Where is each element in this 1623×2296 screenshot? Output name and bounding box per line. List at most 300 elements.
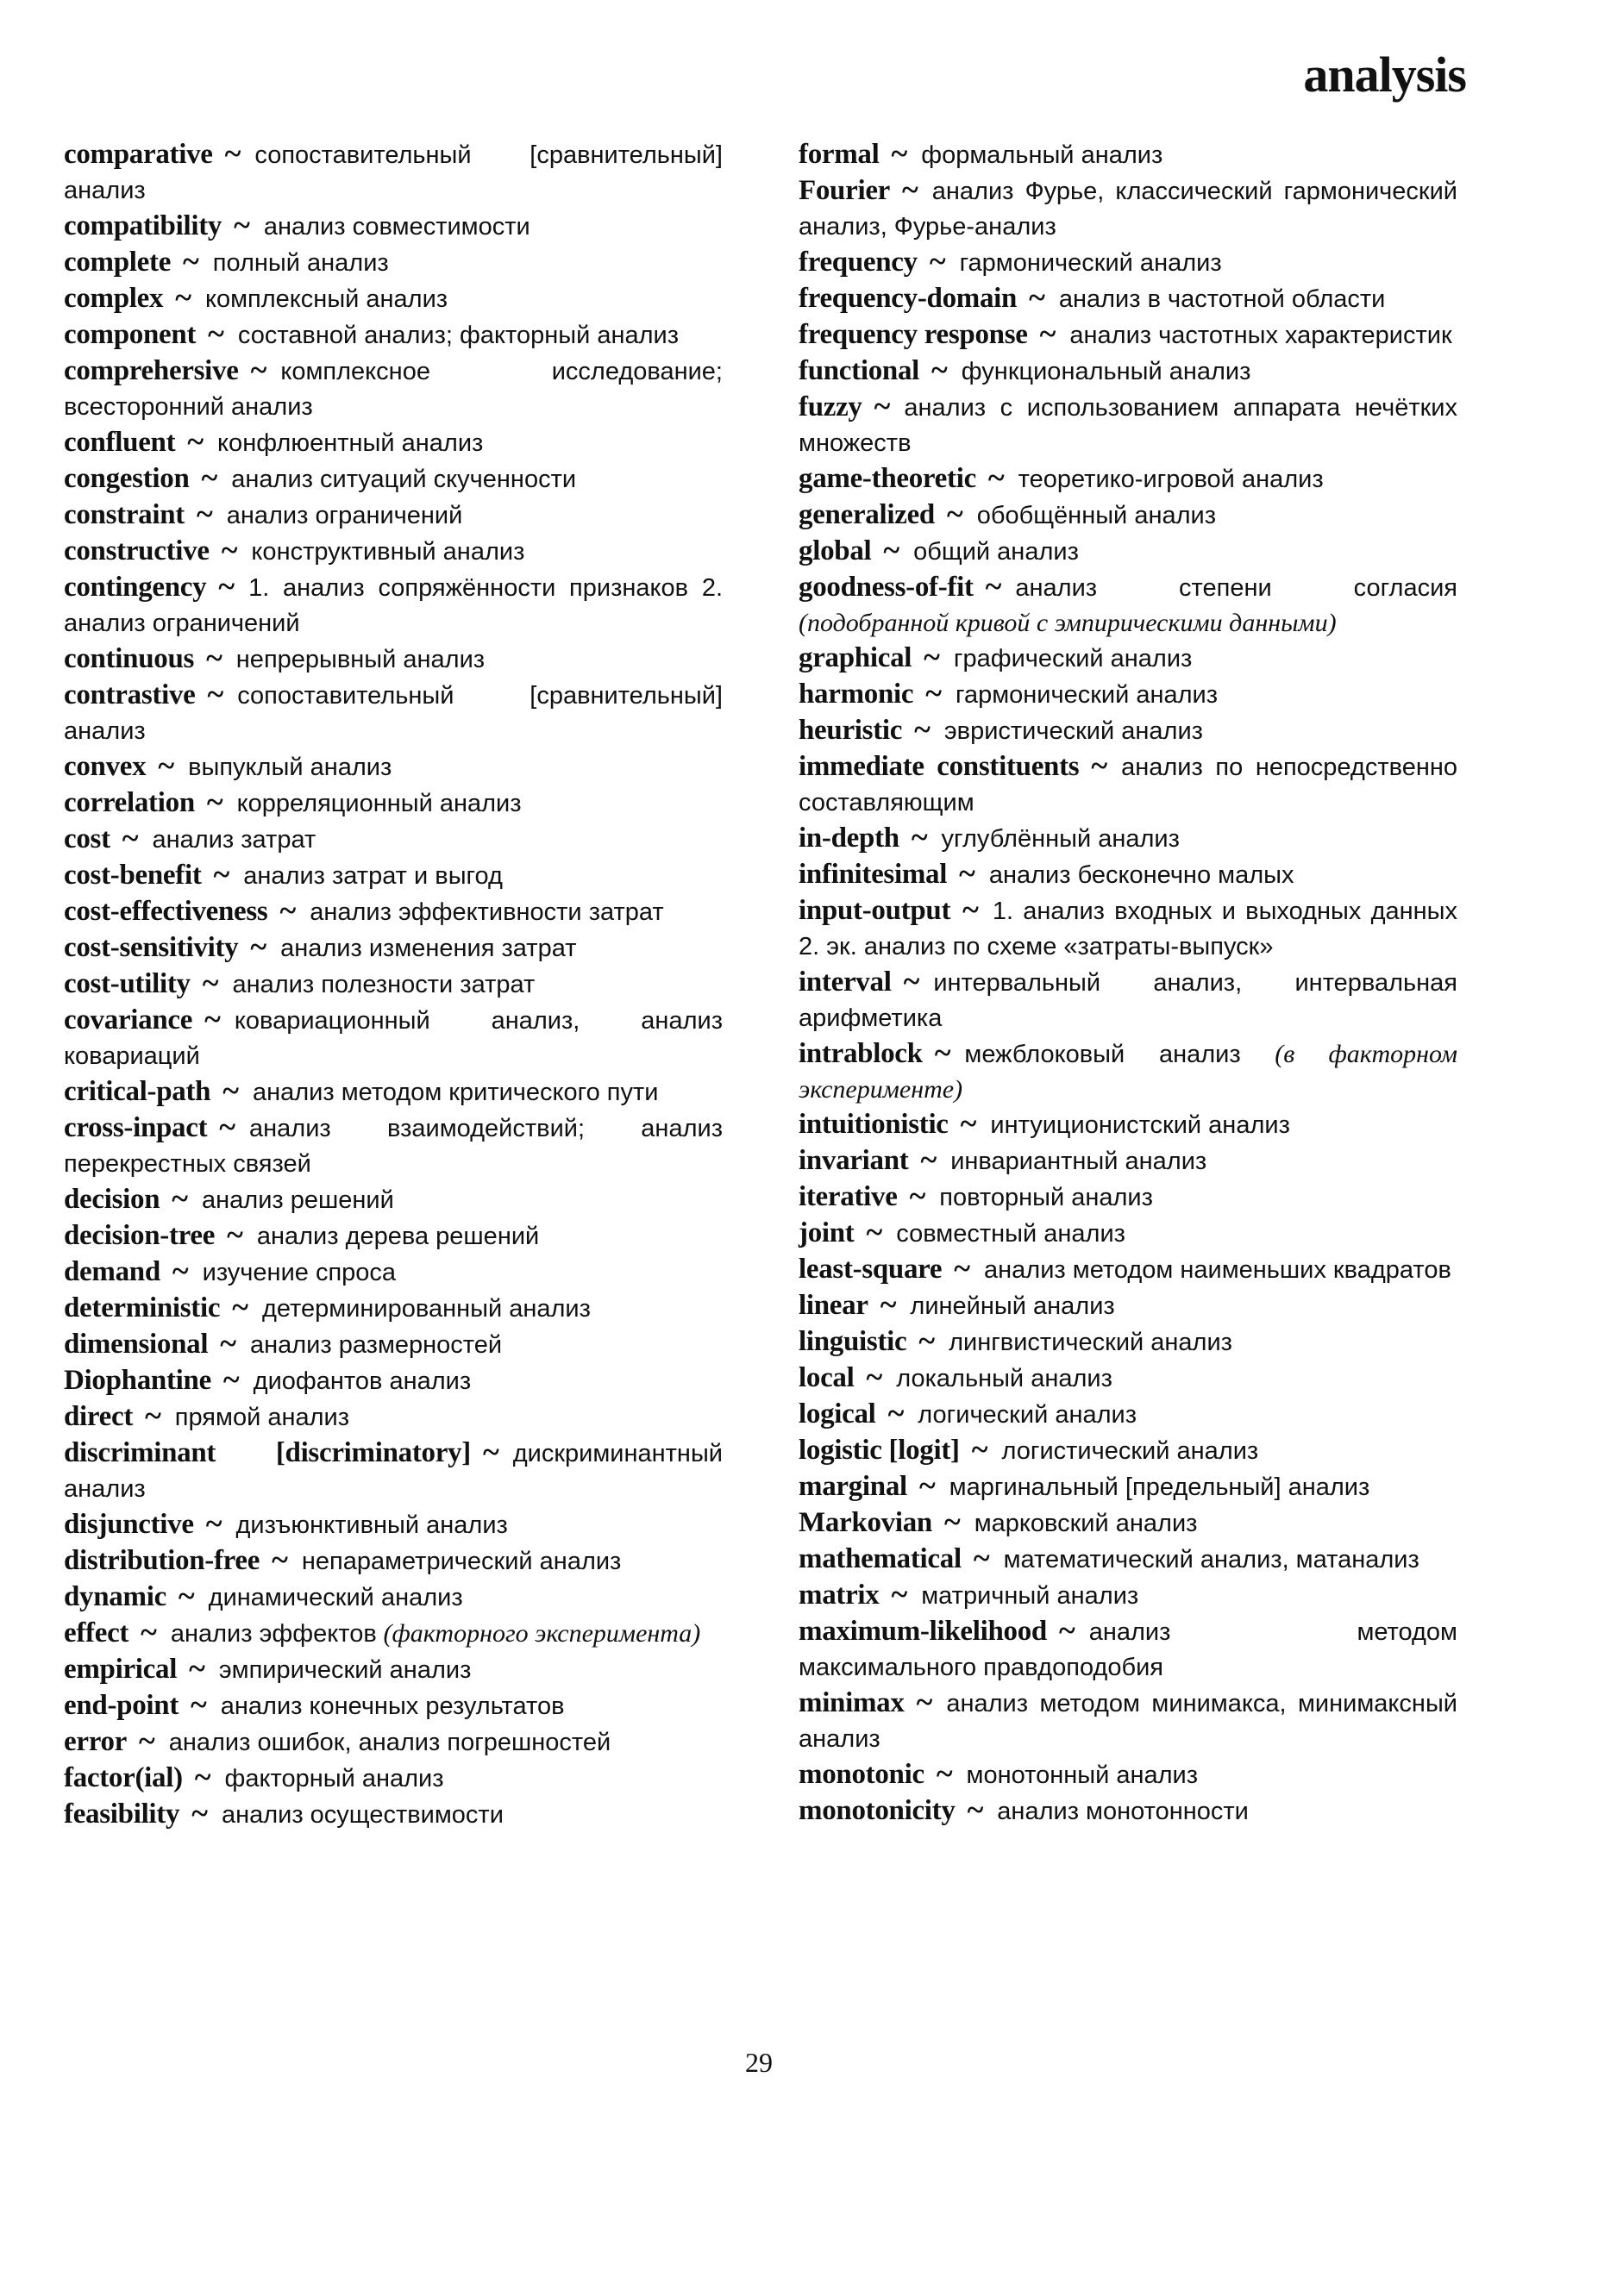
headword-tilde-icon: ~	[205, 1506, 222, 1541]
dictionary-entry	[799, 1396, 1457, 1432]
dictionary-entry	[799, 460, 1457, 497]
headword-tilde-icon: ~	[920, 1142, 937, 1177]
dictionary-entry	[799, 136, 1457, 172]
entry-definition: анализ методом критического пути	[252, 1079, 659, 1106]
entry-definition: детерминированный анализ	[261, 1295, 591, 1323]
entry-term: confluent	[64, 427, 176, 458]
entry-definition: анализ методом максимального правдоподобия	[799, 1618, 1457, 1681]
dictionary-entry	[799, 1613, 1457, 1685]
entry-term: contrastive	[64, 679, 196, 710]
entry-definition: повторный анализ	[939, 1184, 1153, 1211]
entry-definition: комплексный анализ	[204, 285, 448, 313]
entry-term: goodness-of-fit	[799, 572, 974, 603]
entry-definition: анализ эффектов	[170, 1620, 377, 1648]
dictionary-entry	[799, 1287, 1457, 1323]
entry-term: maximum-likelihood	[799, 1616, 1047, 1647]
dictionary-entry	[799, 1323, 1457, 1360]
entry-term: comprehersive	[64, 355, 239, 386]
entry-definition: сопоставительный [сравнительный] анализ	[64, 141, 723, 204]
headword-tilde-icon: ~	[234, 208, 250, 242]
entry-term: Fourier	[799, 175, 891, 206]
entry-definition: эвристический анализ	[943, 717, 1203, 745]
entry-term: empirical	[64, 1654, 178, 1685]
headword-tilde-icon: ~	[201, 460, 218, 495]
headword-tilde-icon: ~	[946, 497, 963, 531]
entry-definition: составной анализ; факторный анализ	[237, 322, 680, 349]
entry-term: graphical	[799, 642, 912, 673]
headword-tilde-icon: ~	[960, 1106, 977, 1141]
page-number: 29	[745, 2047, 773, 2078]
entry-term: Diophantine	[64, 1365, 211, 1396]
entry-definition: марковский анализ	[974, 1510, 1198, 1537]
dictionary-entry	[64, 460, 723, 497]
headword-tilde-icon: ~	[866, 1215, 883, 1249]
entry-definition: анализ ограничений	[226, 502, 463, 529]
dictionary-entry	[64, 569, 723, 641]
entry-definition: анализ затрат	[152, 826, 316, 854]
entry-term: infinitesimal	[799, 859, 948, 890]
dictionary-entry	[64, 641, 723, 677]
entry-definition: математический анализ, матанализ	[1003, 1546, 1419, 1573]
entry-definition: анализ полезности затрат	[232, 971, 536, 998]
entry-term: intuitionistic	[799, 1109, 949, 1140]
headword-tilde-icon: ~	[482, 1435, 499, 1469]
entry-definition: инвариантный анализ	[950, 1148, 1207, 1175]
dictionary-entry	[64, 857, 723, 893]
entry-term: immediate constituents	[799, 751, 1080, 782]
entry-definition: графический анализ	[953, 645, 1193, 673]
entry-definition: 1. анализ входных и выходных данных 2. эк. анализ по схеме «затраты-выпуск»	[799, 898, 1457, 960]
entry-term: monotonic	[799, 1759, 924, 1790]
headword-tilde-icon: ~	[934, 1035, 951, 1070]
dictionary-entry	[799, 1251, 1457, 1287]
headword-tilde-icon: ~	[925, 676, 942, 710]
entry-definition: линейный анализ	[910, 1292, 1115, 1320]
headword-tilde-icon: ~	[954, 1251, 971, 1286]
entry-term: component	[64, 319, 197, 350]
headword-tilde-icon: ~	[141, 1615, 157, 1649]
entry-term: invariant	[799, 1145, 909, 1176]
headword-tilde-icon: ~	[189, 1651, 205, 1686]
dictionary-entry	[64, 1217, 723, 1254]
entry-term: dynamic	[64, 1581, 166, 1612]
entry-definition: гармонический анализ	[956, 681, 1219, 709]
dictionary-entry	[64, 1651, 723, 1687]
dictionary-entry	[64, 1579, 723, 1615]
entry-term: end-point	[64, 1690, 179, 1721]
entry-definition: 1. анализ сопряжённости признаков 2. анализ ограничений	[64, 574, 723, 637]
entry-definition: конфлюентный анализ	[217, 429, 484, 457]
dictionary-entry	[799, 1756, 1457, 1792]
headword-tilde-icon: ~	[880, 1287, 897, 1322]
entry-definition: анализ конечных результатов	[220, 1692, 565, 1720]
entry-definition: анализ затрат и выгод	[243, 862, 503, 890]
dictionary-entry	[799, 569, 1457, 640]
entry-term: frequency-domain	[799, 283, 1018, 314]
headword-tilde-icon: ~	[1058, 1613, 1075, 1648]
dictionary-entry	[799, 244, 1457, 280]
dictionary-entry	[64, 1398, 723, 1435]
headword-tilde-icon: ~	[220, 1326, 236, 1361]
entry-term: comparative	[64, 139, 213, 170]
entry-term: formal	[799, 139, 880, 170]
dictionary-entry	[64, 1615, 723, 1651]
headword-tilde-icon: ~	[962, 892, 979, 927]
dictionary-entry	[64, 1687, 723, 1724]
entry-term: compatibility	[64, 210, 222, 241]
dictionary-entry	[799, 353, 1457, 389]
headword-tilde-icon: ~	[911, 820, 928, 854]
entry-definition: анализ ситуаций скученности	[231, 466, 577, 493]
dictionary-entry	[799, 497, 1457, 533]
entry-definition: комплексное исследование; всесторонний анализ	[64, 358, 723, 421]
entry-definition: анализ методом минимакса, минимаксный анализ	[799, 1690, 1457, 1753]
headword-tilde-icon: ~	[183, 244, 199, 278]
dictionary-entry	[64, 1760, 723, 1796]
entry-term: Markovian	[799, 1507, 932, 1538]
dictionary-entry	[64, 1326, 723, 1362]
entry-definition: анализ степени согласия	[1015, 574, 1457, 602]
headword-tilde-icon: ~	[232, 1290, 248, 1324]
dictionary-entry	[799, 1541, 1457, 1577]
entry-term: continuous	[64, 643, 195, 674]
headword-tilde-icon: ~	[197, 497, 213, 531]
entry-term: error	[64, 1726, 127, 1757]
entry-term: minimax	[799, 1687, 905, 1718]
headword-tilde-icon: ~	[891, 136, 908, 171]
entry-definition: анализ решений	[202, 1186, 394, 1214]
dictionary-entry	[64, 208, 723, 244]
dictionary-entry	[799, 172, 1457, 244]
headword-tilde-icon: ~	[929, 244, 946, 278]
dictionary-entry	[64, 424, 723, 460]
headword-tilde-icon: ~	[172, 1181, 189, 1216]
entry-definition: теоретико-игровой анализ	[1018, 466, 1324, 493]
entry-term: cost	[64, 823, 110, 854]
entry-definition: углублённый анализ	[941, 825, 1180, 853]
entry-definition: факторный анализ	[224, 1765, 444, 1792]
entry-term: global	[799, 535, 872, 566]
headword-tilde-icon: ~	[1091, 748, 1108, 783]
entry-term: heuristic	[799, 715, 903, 746]
dictionary-entry	[799, 676, 1457, 712]
entry-definition: выпуклый анализ	[188, 754, 392, 781]
dictionary-entry	[799, 1685, 1457, 1756]
entry-term: generalized	[799, 499, 935, 530]
dictionary-entry	[64, 929, 723, 966]
dictionary-entry	[799, 1432, 1457, 1468]
dictionary-entry	[64, 353, 723, 424]
dictionary-entry	[64, 1724, 723, 1760]
headword-tilde-icon: ~	[959, 856, 975, 891]
entry-term: input-output	[799, 895, 951, 926]
dictionary-entry	[799, 1468, 1457, 1505]
entry-term: critical-path	[64, 1076, 211, 1107]
dictionary-entry	[64, 966, 723, 1002]
headword-tilde-icon: ~	[222, 1073, 239, 1108]
entry-definition: монотонный анализ	[966, 1761, 1199, 1789]
headword-tilde-icon: ~	[916, 1685, 933, 1719]
entry-definition: анализ частотных характеристик	[1069, 322, 1452, 349]
entry-term: logical	[799, 1398, 876, 1430]
entry-term: correlation	[64, 787, 195, 818]
dictionary-entry	[64, 280, 723, 316]
headword-tilde-icon: ~	[206, 641, 222, 675]
dictionary-entry	[64, 1181, 723, 1217]
dictionary-entry	[64, 893, 723, 929]
entry-definition: анализ размерностей	[249, 1331, 503, 1359]
headword-tilde-icon: ~	[213, 857, 230, 891]
entry-term: in-depth	[799, 823, 899, 854]
headword-tilde-icon: ~	[222, 1362, 240, 1397]
entry-definition: маргинальный [предельный] анализ	[949, 1473, 1370, 1501]
headword-tilde-icon: ~	[924, 640, 940, 674]
entry-definition: совместный анализ	[896, 1220, 1125, 1248]
headword-tilde-icon: ~	[943, 1505, 961, 1539]
entry-term: disjunctive	[64, 1509, 194, 1540]
entry-definition: анализ совместимости	[263, 213, 530, 241]
entry-term: cost-effectiveness	[64, 896, 268, 927]
entry-definition: локальный анализ	[896, 1365, 1112, 1392]
entry-definition: сопоставительный [сравнительный] анализ	[64, 682, 723, 745]
entry-definition: непараметрический анализ	[301, 1548, 622, 1575]
headword-tilde-icon: ~	[902, 172, 918, 207]
headword-tilde-icon: ~	[985, 569, 1002, 604]
headword-tilde-icon: ~	[866, 1360, 883, 1394]
dictionary-entry	[799, 1142, 1457, 1179]
headword-tilde-icon: ~	[221, 533, 238, 567]
headword-tilde-icon: ~	[883, 533, 900, 567]
headword-tilde-icon: ~	[272, 1542, 288, 1577]
dictionary-entry	[64, 1362, 723, 1398]
dictionary-entry	[799, 856, 1457, 892]
running-head: analysis	[1303, 47, 1466, 103]
dictionary-entry	[64, 1073, 723, 1110]
dictionary-entry	[799, 280, 1457, 316]
entry-term: cross-inpact	[64, 1112, 208, 1143]
entry-term: cost-utility	[64, 968, 191, 999]
entry-term: direct	[64, 1401, 134, 1432]
entry-definition: непрерывный анализ	[235, 646, 486, 673]
entry-definition: анализ изменения затрат	[280, 935, 577, 962]
dictionary-entry	[799, 1179, 1457, 1215]
headword-tilde-icon: ~	[219, 1110, 236, 1144]
headword-tilde-icon: ~	[918, 1468, 936, 1503]
entry-term: discriminant [discriminatory]	[64, 1437, 471, 1468]
entry-definition: анализ бесконечно малых	[988, 861, 1294, 889]
headword-tilde-icon: ~	[931, 353, 948, 387]
headword-tilde-icon: ~	[887, 1396, 905, 1430]
dictionary-entry	[799, 316, 1457, 353]
entry-term: marginal	[799, 1471, 907, 1502]
entry-term: local	[799, 1362, 855, 1393]
entry-definition: логический анализ	[918, 1401, 1137, 1429]
entry-term: joint	[799, 1217, 855, 1248]
entry-definition: анализ эффективности затрат	[310, 898, 664, 926]
entry-term: intrablock	[799, 1038, 923, 1069]
headword-tilde-icon: ~	[971, 1432, 988, 1467]
entry-term: iterative	[799, 1181, 898, 1212]
entry-definition: прямой анализ	[174, 1404, 350, 1431]
headword-tilde-icon: ~	[224, 136, 241, 171]
dictionary-entry	[799, 533, 1457, 569]
entry-term: covariance	[64, 1004, 193, 1035]
dictionary-entry	[799, 1505, 1457, 1541]
dictionary-entry	[799, 892, 1457, 964]
entry-term: demand	[64, 1256, 160, 1287]
entry-term: decision	[64, 1184, 160, 1215]
dictionary-entry	[799, 712, 1457, 748]
entry-definition: функциональный анализ	[961, 358, 1251, 385]
entry-term: complete	[64, 247, 172, 278]
entry-term: monotonicity	[799, 1795, 956, 1826]
dictionary-entry	[64, 244, 723, 280]
entry-definition: гармонический анализ	[959, 249, 1222, 277]
entry-term: fuzzy	[799, 391, 862, 422]
entry-note: (факторного эксперимента)	[383, 1619, 701, 1648]
headword-tilde-icon: ~	[175, 280, 191, 315]
entry-term: complex	[64, 283, 164, 314]
dictionary-entry	[799, 1035, 1457, 1106]
entry-definition: полный анализ	[212, 249, 389, 277]
dictionary-entry	[64, 1254, 723, 1290]
entry-note: (в факторном эксперименте)	[799, 1040, 1457, 1104]
dictionary-entry	[64, 677, 723, 748]
entry-term: mathematical	[799, 1543, 962, 1574]
headword-tilde-icon: ~	[903, 964, 920, 998]
dictionary-entry	[799, 820, 1457, 856]
entry-definition: диофантов анализ	[253, 1367, 472, 1395]
headword-tilde-icon: ~	[178, 1579, 195, 1613]
entry-definition: анализ дерева решений	[256, 1223, 540, 1250]
entry-definition: обобщённый анализ	[976, 502, 1217, 529]
entry-definition: анализ монотонности	[997, 1798, 1249, 1825]
entry-definition: анализ в частотной области	[1058, 285, 1386, 313]
headword-tilde-icon: ~	[218, 569, 235, 604]
entry-definition: анализ взаимодействий; анализ перекрестных связей	[64, 1115, 723, 1178]
headword-tilde-icon: ~	[139, 1724, 155, 1758]
entry-definition: дискриминантный анализ	[64, 1440, 723, 1503]
headword-tilde-icon: ~	[1029, 280, 1045, 315]
entry-definition: логистический анализ	[1001, 1437, 1259, 1465]
entry-definition: матричный анализ	[921, 1582, 1139, 1610]
dictionary-entry	[799, 1360, 1457, 1396]
dictionary-entry	[64, 316, 723, 353]
headword-tilde-icon: ~	[909, 1179, 926, 1213]
entry-term: frequency	[799, 247, 918, 278]
entry-term: constructive	[64, 535, 210, 566]
entry-term: matrix	[799, 1580, 880, 1611]
headword-tilde-icon: ~	[204, 1002, 221, 1036]
entry-term: least-square	[799, 1254, 943, 1285]
entry-definition: конструктивный анализ	[251, 538, 525, 566]
dictionary-entry	[64, 1506, 723, 1542]
entry-term: harmonic	[799, 679, 914, 710]
right-column	[799, 136, 1457, 1829]
headword-tilde-icon: ~	[145, 1398, 161, 1433]
entry-term: deterministic	[64, 1292, 221, 1323]
entry-term: linguistic	[799, 1326, 907, 1357]
headword-tilde-icon: ~	[250, 929, 267, 964]
headword-tilde-icon: ~	[172, 1254, 189, 1288]
entry-term: decision-tree	[64, 1220, 216, 1251]
dictionary-entry	[64, 1542, 723, 1579]
entry-definition: анализ методом наименьших квадратов	[984, 1256, 1451, 1284]
dictionary-entry	[799, 389, 1457, 460]
dictionary-entry	[799, 640, 1457, 676]
entry-definition: интуиционистский анализ	[990, 1111, 1290, 1139]
entry-definition: корреляционный анализ	[236, 790, 522, 817]
entry-term: distribution-free	[64, 1545, 260, 1576]
entry-definition: межблоковый анализ	[964, 1041, 1241, 1068]
dictionary-entry	[799, 964, 1457, 1035]
dictionary-entry	[64, 136, 723, 208]
entry-term: feasibility	[64, 1799, 180, 1830]
entry-term: convex	[64, 751, 147, 782]
entry-term: frequency response	[799, 319, 1028, 350]
headword-tilde-icon: ~	[918, 1323, 936, 1358]
entry-definition: дизъюнктивный анализ	[235, 1511, 508, 1539]
dictionary-entry	[64, 748, 723, 785]
dictionary-entry	[799, 1106, 1457, 1142]
dictionary-entry	[64, 1002, 723, 1073]
entry-definition: интервальный анализ, интервальная арифметика	[799, 969, 1457, 1032]
headword-tilde-icon: ~	[202, 966, 219, 1000]
headword-tilde-icon: ~	[936, 1756, 953, 1791]
entry-term: congestion	[64, 463, 190, 494]
headword-tilde-icon: ~	[122, 821, 139, 855]
headword-tilde-icon: ~	[967, 1792, 984, 1827]
headword-tilde-icon: ~	[250, 353, 267, 387]
headword-tilde-icon: ~	[973, 1541, 990, 1575]
entry-definition: формальный анализ	[921, 141, 1163, 169]
entry-definition: анализ с использованием аппарата нечётких множеств	[799, 394, 1457, 457]
entry-term: cost-sensitivity	[64, 932, 239, 963]
dictionary-entry	[799, 748, 1457, 820]
entry-term: cost-benefit	[64, 860, 202, 891]
entry-definition: анализ осуществимости	[221, 1801, 504, 1829]
entry-definition: лингвистический анализ	[949, 1329, 1232, 1356]
entry-term: linear	[799, 1290, 868, 1321]
entry-definition: анализ по непосредственно составляющим	[799, 754, 1457, 816]
dictionary-entry	[64, 1796, 723, 1832]
headword-tilde-icon: ~	[279, 893, 297, 928]
headword-tilde-icon: ~	[187, 424, 204, 459]
headword-tilde-icon: ~	[191, 1796, 208, 1830]
dictionary-entry	[64, 497, 723, 533]
entry-term: interval	[799, 967, 892, 998]
entry-definition: анализ Фурье, классический гармонический анализ, Фурье-анализ	[799, 178, 1457, 241]
headword-tilde-icon: ~	[206, 785, 223, 819]
entry-definition: изучение спроса	[202, 1259, 397, 1286]
headword-tilde-icon: ~	[158, 748, 175, 783]
headword-tilde-icon: ~	[987, 460, 1005, 495]
entry-definition: общий анализ	[913, 538, 1079, 566]
dictionary-entry	[799, 1792, 1457, 1829]
entry-definition: динамический анализ	[208, 1584, 463, 1611]
entry-term: functional	[799, 355, 920, 386]
entry-term: logistic [logit]	[799, 1435, 960, 1466]
dictionary-entry	[64, 533, 723, 569]
headword-tilde-icon: ~	[191, 1687, 207, 1722]
entry-definition: анализ ошибок, анализ погрешностей	[168, 1729, 611, 1756]
entry-definition: эмпирический анализ	[218, 1656, 472, 1684]
entry-term: game-theoretic	[799, 463, 976, 494]
entry-definition: ковариационный анализ, анализ ковариаций	[64, 1007, 723, 1070]
headword-tilde-icon: ~	[208, 316, 224, 351]
headword-tilde-icon: ~	[207, 677, 224, 711]
dictionary-entry	[64, 1290, 723, 1326]
